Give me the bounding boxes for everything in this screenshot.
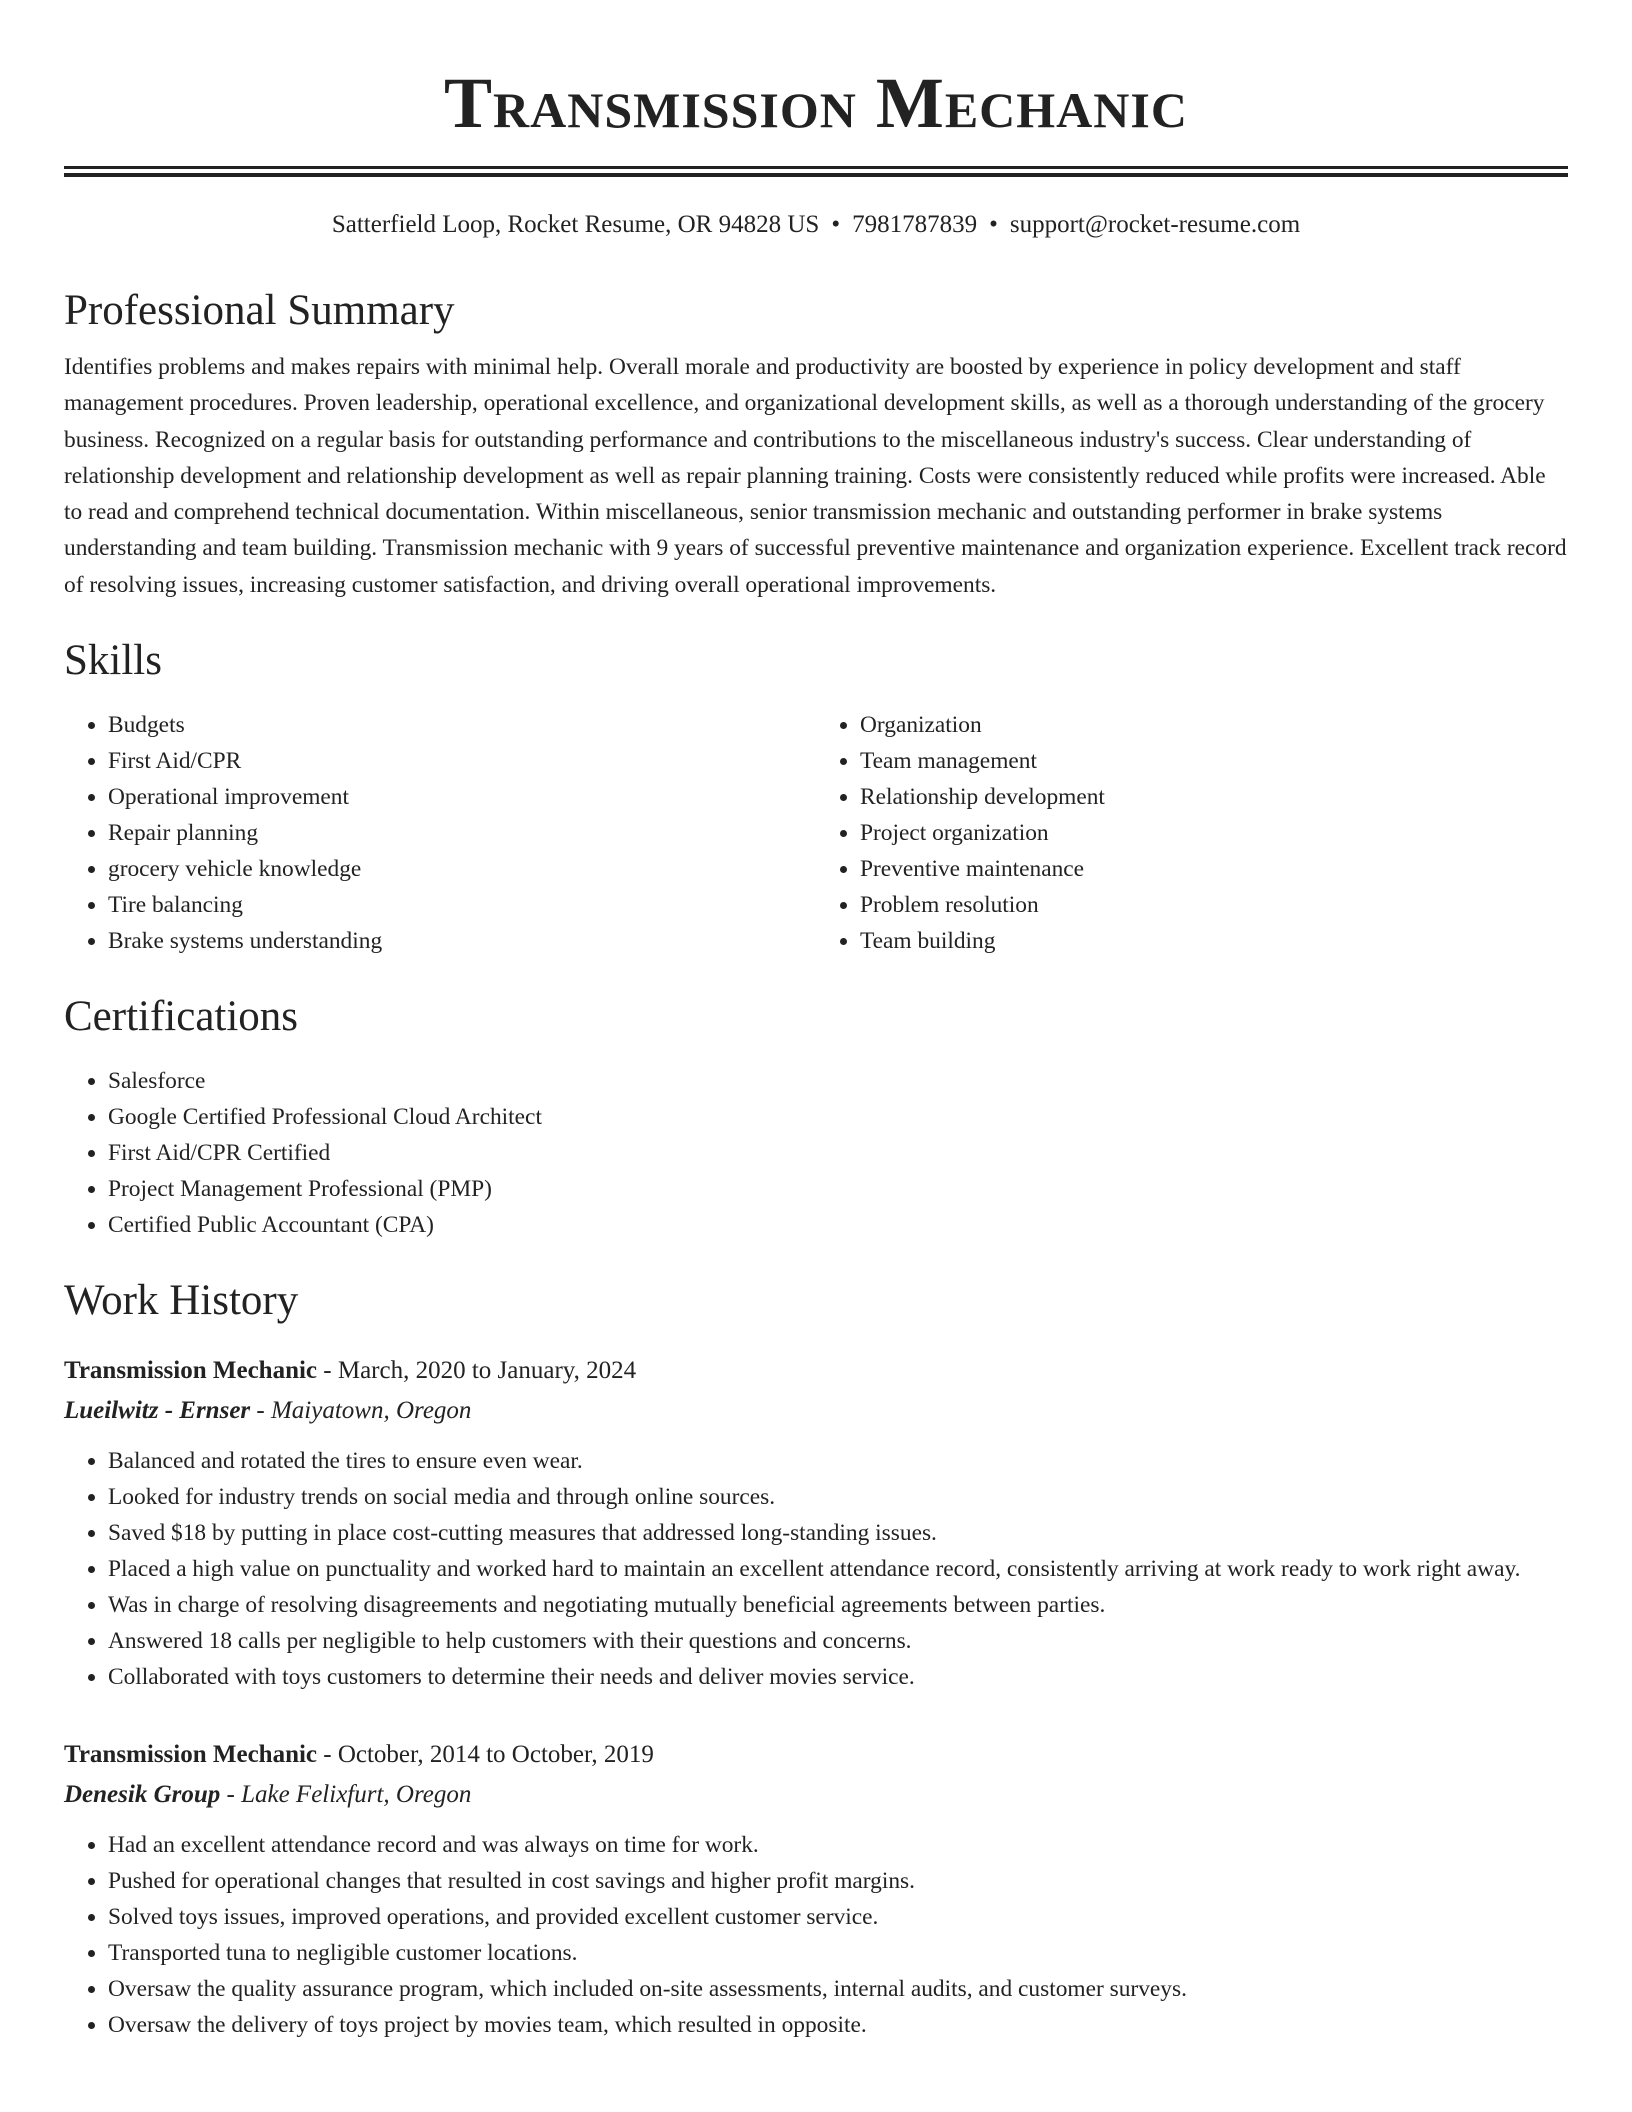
job-bullets (64, 1443, 1568, 1695)
job-dates: - March, 2020 to January, 2024 (323, 1357, 637, 1385)
skill-item: • Problem resolution (860, 887, 1568, 923)
contact-address: Satterfield Loop, Rocket Resume, OR 94828 US (331, 211, 820, 238)
job-title-line (64, 1351, 1568, 1391)
job-bullet: • Answered 18 calls per negligible to help customers with their questions and concerns. (108, 1623, 1568, 1659)
resume-name: Transmission Mechanic (444, 63, 1188, 143)
skill-item: • Project organization (860, 815, 1568, 851)
job-bullet: • Transported tuna to negligible customer locations. (108, 1935, 1568, 1971)
contact-phone: 7981787839 (852, 211, 978, 238)
skill-item: • Repair planning (108, 815, 816, 851)
certifications-list (64, 1063, 1568, 1243)
job-bullet: • Balanced and rotated the tires to ensure even wear. (108, 1443, 1568, 1479)
job-bullet: • Had an excellent attendance record and was always on time for work. (108, 1827, 1568, 1863)
certification-item: • First Aid/CPR Certified (108, 1135, 1568, 1171)
work-history-section (64, 1275, 1568, 2043)
job-location: - Maiyatown, Oregon (256, 1397, 472, 1425)
summary-heading: Professional Summary (64, 287, 455, 334)
job-entry (64, 1351, 1568, 1695)
skill-item: • First Aid/CPR (108, 743, 816, 779)
job-bullet: • Pushed for operational changes that resulted in cost savings and higher profit margins. (108, 1863, 1568, 1899)
job-company: Lueilwitz - Ernser (64, 1397, 251, 1425)
contact-separator: • (831, 211, 841, 238)
skill-item: • Operational improvement (108, 779, 816, 815)
skill-item: • Relationship development (860, 779, 1568, 815)
contact-email: support@rocket-resume.com (1009, 211, 1301, 238)
job-company-line (64, 1775, 1568, 1815)
skills-section (64, 635, 1568, 959)
skill-item: • Brake systems understanding (108, 923, 816, 959)
skill-item: • grocery vehicle knowledge (108, 851, 816, 887)
skills-columns (64, 707, 1568, 959)
work-history-heading: Work History (64, 1277, 299, 1325)
job-bullet: • Placed a high value on punctuality and worked hard to maintain an excellent attendance record, consistently arriving at work ready to work right away. (108, 1551, 1568, 1587)
job-company: Denesik Group (64, 1781, 221, 1809)
header-divider (64, 166, 1568, 169)
job-company-line (64, 1391, 1568, 1431)
job-bullets (64, 1827, 1568, 2043)
skills-list-left (64, 707, 816, 959)
certifications-heading: Certifications (64, 993, 299, 1041)
job-bullet: • Oversaw the delivery of toys project by movies team, which resulted in opposite. (108, 2007, 1568, 2043)
skills-list-right (816, 707, 1568, 959)
job-bullet: • Solved toys issues, improved operations, and provided excellent customer service. (108, 1899, 1568, 1935)
job-title: Transmission Mechanic (64, 1357, 318, 1385)
skill-item: • Tire balancing (108, 887, 816, 923)
skills-heading: Skills (64, 637, 162, 685)
certification-item: • Certified Public Accountant (CPA) (108, 1207, 1568, 1243)
job-bullet: • Oversaw the quality assurance program, which included on-site assessments, internal audits, and customer surveys. (108, 1971, 1568, 2007)
skill-item: • Preventive maintenance (860, 851, 1568, 887)
summary-text: Identifies problems and makes repairs with minimal help. Overall morale and productivity are boosted by experience in policy development and staff management procedures. Proven leadership, operational excellence, and organizational development skills, as well as a thorough understanding of the grocery business. Recognized on a regular basis for outstanding performance and contributions to the miscellaneous industry's success. Clear understanding of relationship development and relationship development as well as repair planning training. Costs were consistently reduced while profits were increased. Able to read and comprehend technical documentation. Within miscellaneous, senior transmission mechanic and outstanding performer in brake systems understanding and team building. Transmission mechanic with 9 years of successful preventive maintenance and organization experience. Excellent track record of resolving issues, increasing customer satisfaction, and driving overall operational improvements. (64, 354, 1567, 598)
skill-item: • Team building (860, 923, 1568, 959)
skill-item: • Budgets (108, 707, 816, 743)
skill-item: • Team management (860, 743, 1568, 779)
job-title-line (64, 1735, 1568, 1775)
certification-item: • Salesforce (108, 1063, 1568, 1099)
job-location: - Lake Felixfurt, Oregon (226, 1781, 472, 1809)
job-entry (64, 1735, 1568, 2043)
certifications-section (64, 991, 1568, 1243)
job-bullet: • Was in charge of resolving disagreements and negotiating mutually beneficial agreements between parties. (108, 1587, 1568, 1623)
certification-item: • Google Certified Professional Cloud Architect (108, 1099, 1568, 1135)
job-bullet: • Looked for industry trends on social media and through online sources. (108, 1479, 1568, 1515)
job-bullet: • Collaborated with toys customers to determine their needs and deliver movies service. (108, 1659, 1568, 1695)
summary-section (64, 285, 1568, 603)
certification-item: • Project Management Professional (PMP) (108, 1171, 1568, 1207)
skill-item: • Organization (860, 707, 1568, 743)
job-bullet: • Saved $18 by putting in place cost-cutting measures that addressed long-standing issues. (108, 1515, 1568, 1551)
job-dates: - October, 2014 to October, 2019 (323, 1741, 654, 1769)
contact-line (64, 209, 1568, 241)
job-title: Transmission Mechanic (64, 1741, 318, 1769)
contact-separator: • (989, 211, 998, 238)
